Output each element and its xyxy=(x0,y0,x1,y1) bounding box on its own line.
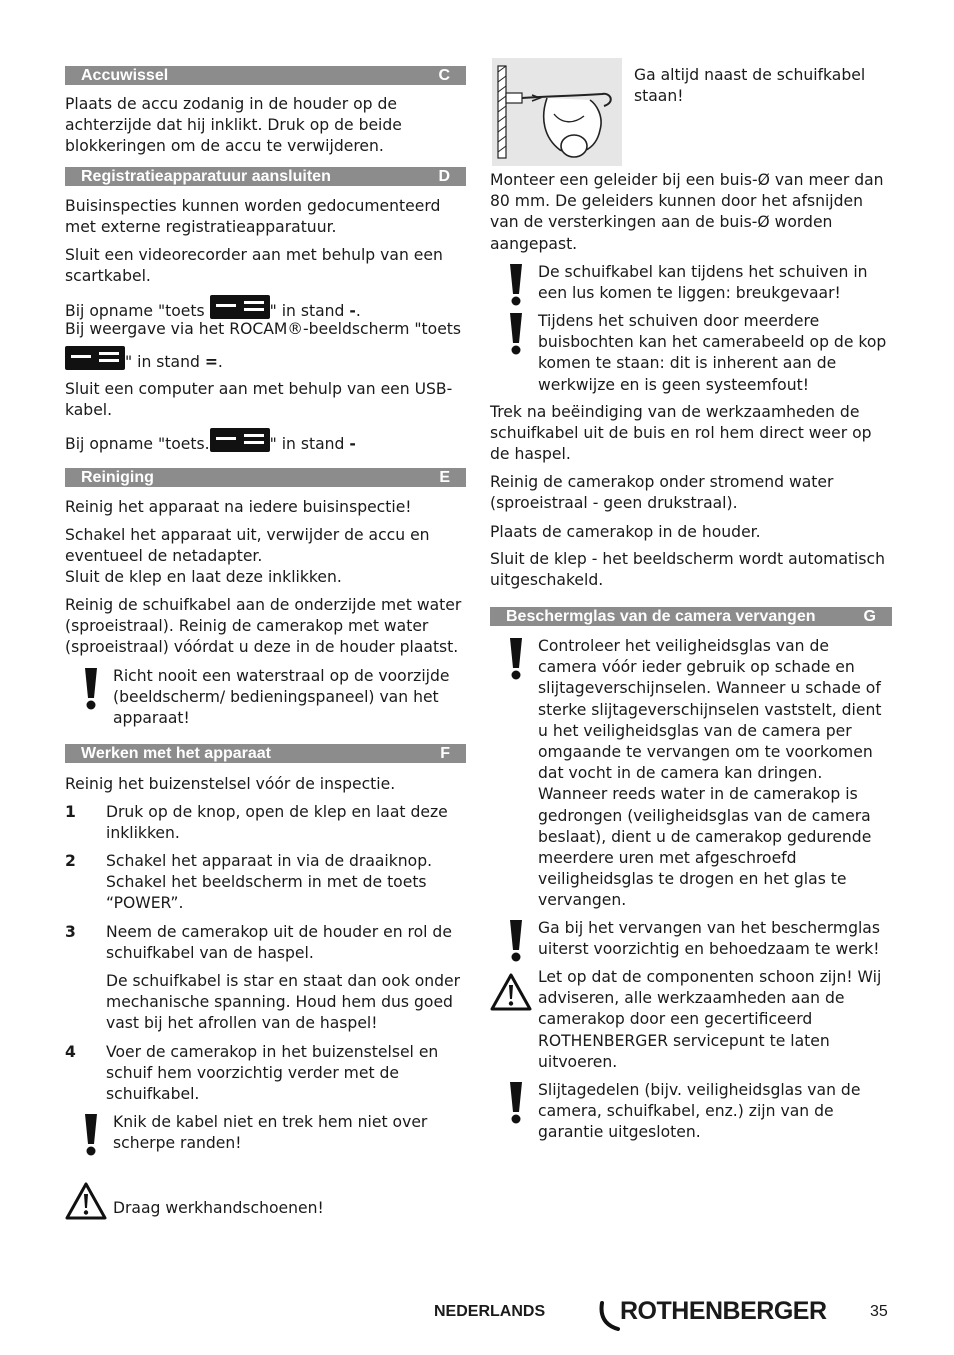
step-text: Voer de camerakop in het buizenstelsel en schuif hem voorzichtig verder met de schuifkabel. xyxy=(106,1043,439,1104)
step-text: Neem de camerakop uit de houder en rol de schuifkabel van de haspel. xyxy=(106,923,452,963)
section-header-beschermglas xyxy=(490,607,892,626)
paragraph: Reinig het buizenstelsel vóór de inspectie. xyxy=(65,775,396,793)
warning-triangle-icon xyxy=(490,973,532,1011)
paragraph-opname: Bij opname "toets " in stand -. xyxy=(65,295,466,322)
warning-text: Knik de kabel niet en trek hem niet over scherpe randen! xyxy=(113,1113,428,1153)
step-number: 2 xyxy=(65,852,76,870)
paragraph: Buisinspecties kunnen worden gedocumenteerd met externe registratieapparatuur. xyxy=(65,197,441,237)
paragraph-opname-usb: Bij opname "toets. " in stand - xyxy=(65,428,466,455)
caution-text: Draag werkhandschoenen! xyxy=(113,1199,324,1217)
step-text: Druk op de knop, open de klep en laat deze inklikken. xyxy=(106,803,448,843)
section-header-registratie xyxy=(65,167,466,186)
paragraph: Plaats de accu zodanig in de houder op de achterzijde dat hij inklikt. Druk op de beide blokkeringen om de accu te verwijderen. xyxy=(65,95,402,156)
paragraph: Reinig de camerakop onder stromend water (sproeistraal - geen drukstraal). xyxy=(490,473,834,513)
step-text: Schakel het apparaat in via de draaiknop. Schakel het beeldscherm in met de toets “POWER”. xyxy=(106,852,433,913)
paragraph: Sluit de klep - het beeldscherm wordt automatisch uitgeschakeld. xyxy=(490,550,885,590)
exclamation-icon xyxy=(508,920,524,962)
exclamation-icon xyxy=(83,1114,99,1156)
step-number: 4 xyxy=(65,1043,76,1061)
warning-triangle-icon xyxy=(65,1182,107,1220)
exclamation-icon xyxy=(83,668,99,710)
paragraph: Schakel het apparaat uit, verwijder de accu en eventueel de netadapter. Sluit de klep en laat deze inklikken. xyxy=(65,526,430,587)
exclamation-icon xyxy=(508,1082,524,1124)
warning-text: Richt nooit een waterstraal op de voorzijde (beeldscherm/ bedieningspaneel) van het apparaat! xyxy=(113,667,450,728)
paragraph-weergave: " in stand =. xyxy=(65,346,466,373)
warning-text: Tijdens het schuiven door meerdere buisbochten kan het camerabeeld op de kop komen te staan: dit is inherent aan de werkwijze en is geen systeemfout! xyxy=(538,312,887,394)
section-letter: C xyxy=(438,67,450,84)
warning-text: Slijtagedelen (bijv. veiligheidsglas van de camera, schuifkabel, enz.) zijn van de garantie uitgesloten. xyxy=(538,1081,861,1142)
step-number: 3 xyxy=(65,923,76,941)
warning-text: Ga bij het vervangen van het beschermglas uiterst voorzichtig en behoedzaam te werk! xyxy=(538,919,880,959)
logo-swoosh-icon xyxy=(598,1301,620,1331)
caution-text: Let op dat de componenten schoon zijn! Wij adviseren, alle werkzaamheden aan de camerakop door een gecertificeerd ROTHENBERGER servicepunt te laten uitvoeren. xyxy=(538,968,882,1071)
paragraph: Sluit een computer aan met behulp van een USB-kabel. xyxy=(65,380,453,420)
section-letter: F xyxy=(440,745,450,762)
toggle-key-icon xyxy=(210,428,270,452)
paragraph: Plaats de camerakop in de houder. xyxy=(490,523,761,541)
section-header-accuwissel xyxy=(65,66,466,85)
brand-name: ROTHENBERGER xyxy=(620,1297,827,1325)
section-title: Reiniging xyxy=(81,469,154,486)
paragraph: Monteer een geleider bij een buis-Ø van meer dan 80 mm. De geleiders kunnen door het afsnijden van de versterkingen aan de buis-Ø worden aangepast. xyxy=(490,171,884,253)
page-number: 35 xyxy=(870,1303,888,1320)
figure-caption: Ga altijd naast de schuifkabel staan! xyxy=(634,66,866,106)
paragraph: Trek na beëindiging van de werkzaamheden de schuifkabel uit de buis en rol hem direct weer op de haspel. xyxy=(490,403,872,464)
figure-person-pushing-cable xyxy=(492,58,622,166)
toggle-key-icon xyxy=(65,346,125,370)
paragraph: Reinig de schuifkabel aan de onderzijde met water (sproeistraal). Reinig de camerakop met water (sproeistraal) vóórdat u deze in de houder plaatst. xyxy=(65,596,462,657)
warning-text: De schuifkabel kan tijdens het schuiven in een lus komen te liggen: breukgevaar! xyxy=(538,263,868,303)
section-letter: E xyxy=(439,469,450,486)
paragraph: Bij weergave via het ROCAM®-beeldscherm "toets xyxy=(65,320,462,338)
toggle-key-icon xyxy=(210,295,270,319)
section-letter: D xyxy=(438,168,450,185)
paragraph: Sluit een videorecorder aan met behulp van een scartkabel. xyxy=(65,246,443,286)
section-title: Werken met het apparaat xyxy=(81,745,271,762)
section-header-reiniging xyxy=(65,468,466,487)
section-title: Registratieapparatuur aansluiten xyxy=(81,168,331,185)
section-header-werken xyxy=(65,744,466,763)
exclamation-icon xyxy=(508,264,524,306)
section-letter: G xyxy=(863,608,876,625)
exclamation-icon xyxy=(508,313,524,355)
brand-logo xyxy=(598,1297,827,1326)
step-text: De schuifkabel is star en staat dan ook onder mechanische spanning. Houd hem dus goed vast bij het afrollen van de haspel! xyxy=(106,972,461,1033)
footer-language: NEDERLANDS xyxy=(434,1303,546,1320)
section-title: Beschermglas van de camera vervangen xyxy=(506,608,816,625)
step-number: 1 xyxy=(65,803,76,821)
exclamation-icon xyxy=(508,638,524,680)
paragraph: Reinig het apparaat na iedere buisinspectie! xyxy=(65,498,412,516)
section-title: Accuwissel xyxy=(81,67,169,84)
warning-text: Controleer het veiligheidsglas van de camera vóór ieder gebruik op schade en slijtageverschijnselen. Wanneer u schade of sterke slijtageverschijnselen vaststelt, dient u het veiligheidsglas van de camera per omgaande te vervangen om te voorkomen dat vocht in de camera kan dringen. Wanneer reeds water in de camerakop is gedrongen (veiligheidsglas van de camera beslaat), dient u de camerakop gedurende meerdere uren met afgeschroefd veiligheidsglas te drogen en het glas te vervangen. xyxy=(538,637,882,910)
